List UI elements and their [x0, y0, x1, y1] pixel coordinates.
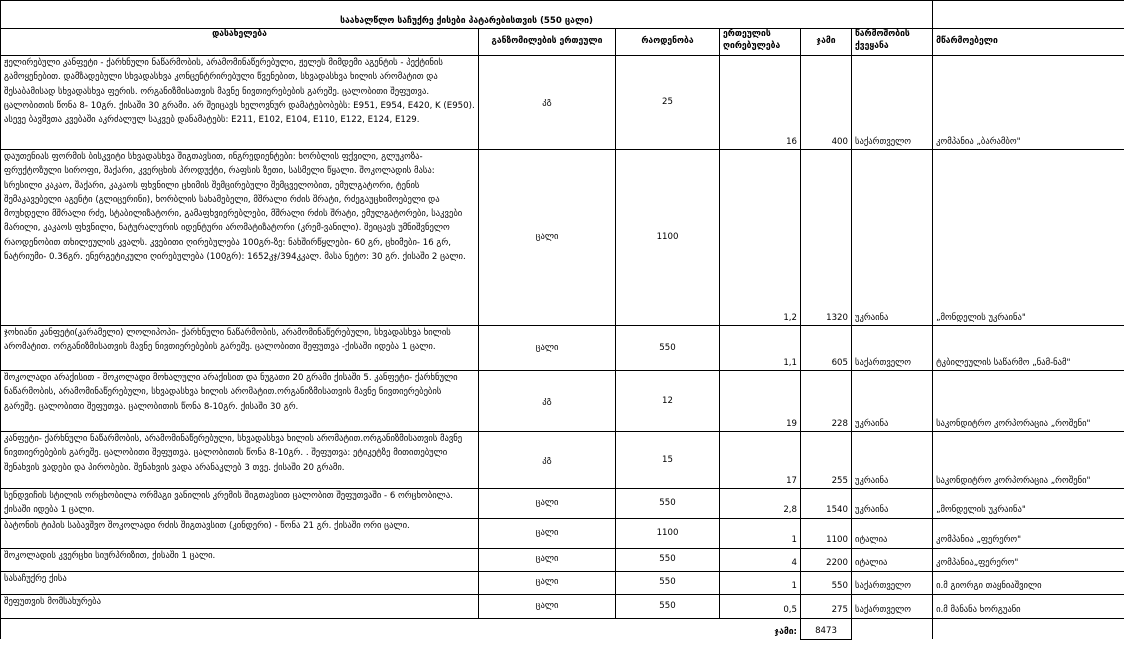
item-sum: 400 — [801, 56, 852, 150]
header-unit-price: ერთეულის ღირებულება — [720, 29, 801, 56]
item-origin: საქართველო — [852, 56, 933, 150]
item-producer: ი.მ მანანა ხორგუანი — [933, 594, 1124, 618]
item-quantity: 550 — [616, 594, 720, 618]
header-sum: ჯამი — [801, 29, 852, 56]
total-label: ჯამი: — [720, 618, 801, 639]
item-origin: საქართველო — [852, 326, 933, 371]
item-quantity: 550 — [616, 548, 720, 571]
item-producer: კომპანია „ბარამბო" — [933, 56, 1124, 150]
header-quantity: რაოდენობა — [616, 29, 720, 56]
item-sum: 275 — [801, 594, 852, 618]
item-unit: ცალი — [479, 548, 616, 571]
item-name: დაუთენიას ფორმის ბისკვიტი სხვადასხვა შიგთავსით, ინგრედიენტები: ხორბლის ფქვილი, გლუკოზა-ფრუქტოზული სიროფი, შაქარი, კვერცხის პროდუქტი, რაფსის ზეთი, სასმელი წყალი. შოკოლადის მასა: სრესილი კაკაო, შაქარი, კაკაოს ფხვნილი ცხიმის შემცირებული შემცველობით, ემულგატორი, ტენის შემაკავებელი აგენტი (გლიცერინი), ხორბლის სახამებელი, მშრალი რძის შრატი, რძეგაუცხიმოებელი და მოუხდელი მშრალი რძე, სტაბილიზატორი, გამაფხვიერებლები, მშრალი რძის შრატი, ემულგატორები, საკვები მარილი, კაკაოს ფხვნილი, ნატურალურის იდენტური არომატიზატორი (კრემ-ვანილი). შეიცავს უმნიშვნელო რაოდენობით თხილეულის კვალს. კვებითი ღირებულება 100გრ-ზე: ნახშირწყლები- 60 გრ, ცხიმები- 16 გრ, ნატრიუმი- 0.36გრ. ენერგეტიკული ღირებულება (100გრ): 1652კჯ/394კკალ. მასა ნეტო: 30 გრ. ქისაში 2 ცალი. — [1, 150, 479, 326]
item-origin: იტალია — [852, 518, 933, 548]
item-quantity: 550 — [616, 571, 720, 594]
item-name: კანფეტი- ქარხნული ნაწარმობის, არამომინაწერებული, სხვადასხვა ხილის არომატით.ორგანიზმისათვის მავნე ნივთიერებების გარეშე. ცალობითი შეფუთვა. ცალობითის წონა 8-10გრ. . შეფუთვა: ეტიკეტზე მითითებული შენახვის ვადები და პირობები. შენახვის ვადა არანაკლებ 3 თვე. ქისაში 20 გრამი. — [1, 432, 479, 489]
table-row — [1, 150, 1124, 326]
table-row — [1, 594, 1124, 618]
total-value: 8473 — [801, 618, 852, 639]
header-unit: განზომილების ერთეული — [479, 29, 616, 56]
item-sum: 605 — [801, 326, 852, 371]
item-unit-price: 1 — [720, 518, 801, 548]
item-origin: საქართველო — [852, 571, 933, 594]
item-unit-price: 17 — [720, 432, 801, 489]
item-unit: კგ — [479, 371, 616, 432]
item-unit: ცალი — [479, 326, 616, 371]
item-quantity: 550 — [616, 326, 720, 371]
item-name: შოკოლადი არაქისით - შოკოლადი მოხალული არაქისით და ნუგათი 20 გრამი ქისაში 5. კანფეტი- ქარხნული ნაწარმობის, არამომინაწერებული, სხვადასხვა ხილის არომატით.ორგანიზმისათვის მავნე ნივთიერებების გარეშე. ცალობითი შეფუთვა. ცალობითის წონა 8-10გრ. ქისაში 30 გრ. — [1, 371, 479, 432]
total-spacer — [479, 618, 616, 639]
item-sum: 228 — [801, 371, 852, 432]
item-unit-price: 4 — [720, 548, 801, 571]
item-quantity: 25 — [616, 56, 720, 150]
item-origin: უკრაინა — [852, 150, 933, 326]
item-name: ჯოხიანი კანფეტი(კარამელი) ლოლიპოპი- ქარხნული ნაწარმობის, არამომინაწერებული, სხვადასხვა ხილის არომატით. ორგანიზმისათვის მავნე ნივთიერებების გარეშე. ცალობითი შეფუთვა -ქისაში იდება 1 ცალი. — [1, 326, 479, 371]
item-producer: საკონდიტრო კორპორაცია „როშენი" — [933, 432, 1124, 489]
item-unit-price: 1,1 — [720, 326, 801, 371]
item-name: ბატონის ტიპის საბავშვო შოკოლადი რძის შიგთავსით (კინდერი) - წონა 21 გრ. ქისაში ორი ცალი. — [1, 518, 479, 548]
item-unit-price: 0,5 — [720, 594, 801, 618]
item-sum: 1540 — [801, 489, 852, 519]
item-unit-price: 19 — [720, 371, 801, 432]
item-origin: უკრაინა — [852, 489, 933, 519]
table-row — [1, 371, 1124, 432]
item-producer: ტკბილეულის საწარმო „ნამ-ნამ" — [933, 326, 1124, 371]
item-unit-price: 1 — [720, 571, 801, 594]
table-row — [1, 56, 1124, 150]
item-origin: უკრაინა — [852, 432, 933, 489]
item-origin: იტალია — [852, 548, 933, 571]
item-quantity: 1100 — [616, 150, 720, 326]
table-row — [1, 518, 1124, 548]
item-name: შოკოლადის კვერცხი სიურპრიზით, ქისაში 1 ცალი. — [1, 548, 479, 571]
item-unit: ცალი — [479, 571, 616, 594]
title-empty-cell — [933, 1, 1124, 29]
item-quantity: 1100 — [616, 518, 720, 548]
title-row — [1, 1, 1124, 29]
item-unit-price: 2,8 — [720, 489, 801, 519]
item-origin: საქართველო — [852, 594, 933, 618]
total-row — [1, 618, 1124, 639]
item-producer: ი.მ გიორგი თაყნიაშვილი — [933, 571, 1124, 594]
item-sum: 2200 — [801, 548, 852, 571]
item-sum: 255 — [801, 432, 852, 489]
table-row — [1, 432, 1124, 489]
header-origin: წარმოშობის ქვეყანა — [852, 29, 933, 56]
table-title: საახალწლო საჩუქრე ქისები პატარებისთვის (550 ცალი) — [1, 1, 933, 29]
item-origin: უკრაინა — [852, 371, 933, 432]
item-name: სასაჩუქრე ქისა — [1, 571, 479, 594]
item-quantity: 15 — [616, 432, 720, 489]
item-unit-price: 1,2 — [720, 150, 801, 326]
item-producer: „მონდელის უკრაინა" — [933, 150, 1124, 326]
total-spacer — [1, 618, 479, 639]
item-unit: ცალი — [479, 150, 616, 326]
item-name: ჟელირებული კანფეტი - ქარხნული ნაწარმობის, არამომინაწერებული, ჟელეს მიმდემი აგენტის - პექტინის გამოყენებით. დამზადებული სხვადასხვა კონცენტრირებული წვენებით, სხვადასხვა ხილის არომატით და შესაბამისად სხვადასხვა ფერის. ორგანიზმისათვის მავნე ნივთიერებების გარეშე. ცალობითი შეფუთვა. ცალობითის წონა 8- 10გრ. ქისაში 30 გრამი. არ შეიცავს ხელოვნურ დამატებობებს: E951, E954, E420, K (E950). ასევე ბავშვთა კვებაში აკრძალულ საკვებ დანამატებს: E211, E102, E104, E110, E122, E124, E129. — [1, 56, 479, 150]
header-name: დასახელება — [1, 29, 479, 56]
header-row — [1, 29, 1124, 56]
item-unit: ცალი — [479, 518, 616, 548]
total-spacer — [852, 618, 933, 639]
item-producer: კომპანია„ფერერო" — [933, 548, 1124, 571]
item-name: შეფუთვის მომსახურება — [1, 594, 479, 618]
item-sum: 1100 — [801, 518, 852, 548]
total-spacer — [933, 618, 1124, 639]
table-row — [1, 326, 1124, 371]
item-sum: 550 — [801, 571, 852, 594]
item-unit: კგ — [479, 432, 616, 489]
item-quantity: 550 — [616, 489, 720, 519]
item-quantity: 12 — [616, 371, 720, 432]
item-unit: კგ — [479, 56, 616, 150]
item-unit-price: 16 — [720, 56, 801, 150]
table-row — [1, 548, 1124, 571]
total-spacer — [616, 618, 720, 639]
item-producer: კომპანია „ფერერო" — [933, 518, 1124, 548]
item-unit: ცალი — [479, 594, 616, 618]
table-row — [1, 489, 1124, 519]
header-producer: მწარმოებელი — [933, 29, 1124, 56]
table-row — [1, 571, 1124, 594]
item-name: სენდვიჩის სტილის ორცხობილა ორმაგი ვანილის კრემის შიგთავსით ცალობით შეფუთვაში - 6 ორცხობილა. ქისაში იდება 1 ცალი. — [1, 489, 479, 519]
item-producer: საკონდიტრო კორპორაცია „როშენი" — [933, 371, 1124, 432]
item-producer: „მონდელის უკრაინა" — [933, 489, 1124, 519]
item-unit: ცალი — [479, 489, 616, 519]
item-sum: 1320 — [801, 150, 852, 326]
